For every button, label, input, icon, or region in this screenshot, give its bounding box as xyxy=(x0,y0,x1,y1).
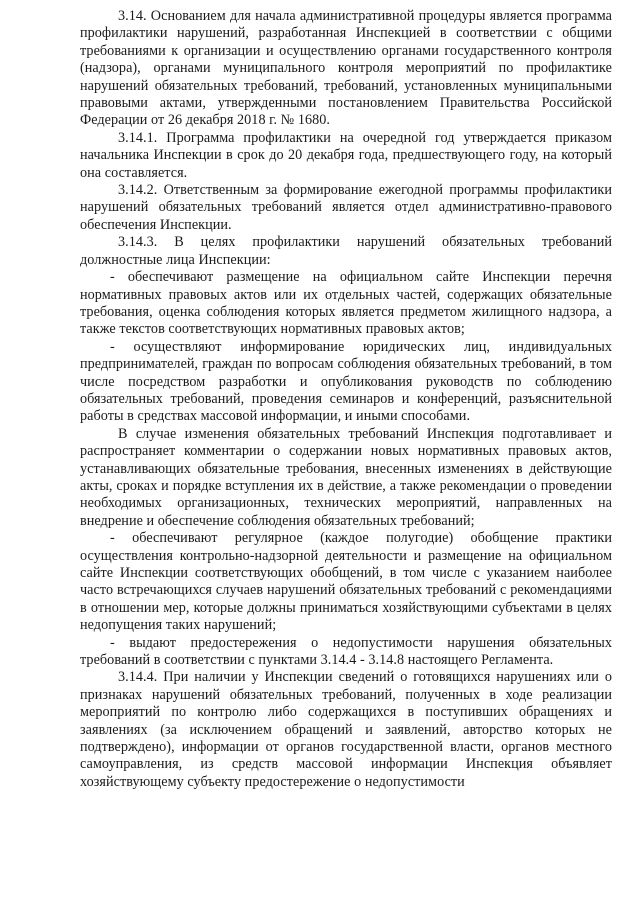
paragraph-3-14: 3.14. Основанием для начала административной процедуры является программа профилактики нарушений, разработанная Инспекцией в соответствии с общими требованиями к организации и осуществлению органами государственного контроля (надзора), органами муниципального контроля мероприятий по профилактике нарушений обязательных требований, требований, установленных муниципальными правовыми актами, утвержденными постановлением Правительства Российской Федерации от 26 декабря 2018 г. № 1680. xyxy=(80,8,612,129)
paragraph-3-14-3: 3.14.3. В целях профилактики нарушений обязательных требований должностные лица Инспекции: xyxy=(80,234,612,268)
paragraph-changes: В случае изменения обязательных требований Инспекция подготавливает и распространяет комментарии о содержании новых нормативных правовых актов, устанавливающих обязательные требования, внесенных изменениях в действующие акты, сроках и порядке вступления их в действие, а также рекомендации о проведении необходимых организационных, технических мероприятий, направленных на внедрение и обеспечение соблюдения обязательных требований; xyxy=(80,425,612,529)
list-item-publish-acts: - обеспечивают размещение на официальном сайте Инспекции перечня нормативных правовых актов или их отдельных частей, содержащих обязательные требования, оценка соблюдения которых является предметом жилищного надзора, а также текстов соответствующих нормативных правовых актов; xyxy=(80,269,612,338)
paragraph-3-14-4: 3.14.4. При наличии у Инспекции сведений о готовящихся нарушениях или о признаках нарушений обязательных требований, полученных в ходе реализации мероприятий по контролю либо содержащихся в поступивших обращениях и заявлениях (за исключением обращений и заявлений, авторство которых не подтверждено), информации от органов государственной власти, органов местного самоуправления, из средств массовой информации Инспекция объявляет хозяйствующему субъекту предостережение о недопустимости xyxy=(80,669,612,790)
list-item-informing: - осуществляют информирование юридических лиц, индивидуальных предпринимателей, граждан по вопросам соблюдения обязательных требований, в том числе посредством разработки и опубликования руководств по соблюдению обязательных требований, проведения семинаров и конференций, разъяснительной работы в средствах массовой информации, и иными способами. xyxy=(80,338,612,425)
list-item-generalization: - обеспечивают регулярное (каждое полугодие) обобщение практики осуществления контрольно-надзорной деятельности и размещение на официальном сайте Инспекции соответствующих обобщений, в том числе с указанием наиболее часто встречающихся случаев нарушений обязательных требований с рекомендациями в отношении мер, которые должны приниматься хозяйствующими субъектами в целях недопущения таких нарушений; xyxy=(80,530,612,634)
list-item-warnings: - выдают предостережения о недопустимости нарушения обязательных требований в соответствии с пунктами 3.14.4 - 3.14.8 настоящего Регламента. xyxy=(80,634,612,669)
paragraph-3-14-1: 3.14.1. Программа профилактики на очередной год утверждается приказом начальника Инспекции в срок до 20 декабря года, предшествующего году, на который она составляется. xyxy=(80,129,612,181)
paragraph-3-14-2: 3.14.2. Ответственным за формирование ежегодной программы профилактики нарушений обязательных требований является отдел административно-правового обеспечения Инспекции. xyxy=(80,182,612,233)
